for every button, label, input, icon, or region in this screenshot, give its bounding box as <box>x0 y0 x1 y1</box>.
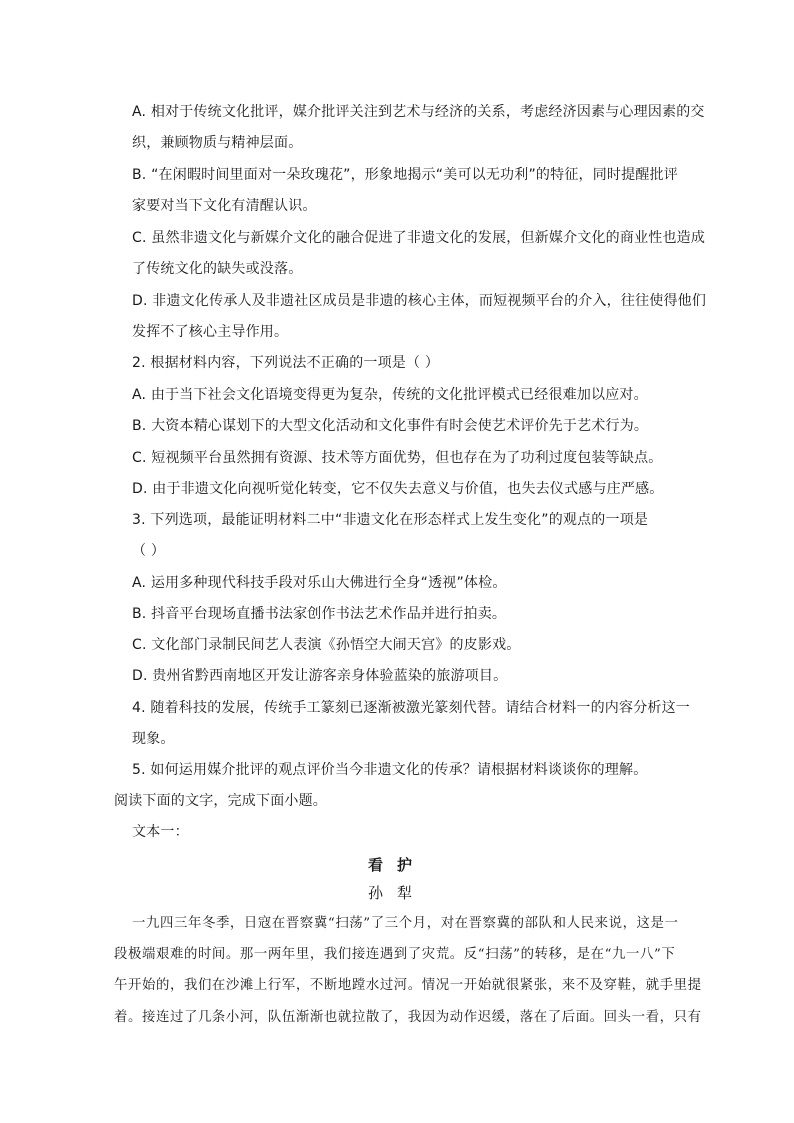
article-author: 孙犁 <box>367 884 426 902</box>
reading-instruction: 阅读下面的文字，完成下面小题。 <box>114 793 327 809</box>
option-b-line-2: 家要对当下文化有清醒认识。 <box>132 198 317 214</box>
option-a-line-2: 织，兼顾物质与精神层面。 <box>132 135 303 151</box>
question-2-stem: 2. 根据材料内容，下列说法不正确的一项是（ ） <box>132 355 440 371</box>
question-4-stem-line-2: 现象。 <box>132 731 175 747</box>
option-c-line-1: C. 虽然非遗文化与新媒介文化的融合促进了非遗文化的发展，但新媒介文化的商业性也造成 <box>132 230 706 246</box>
option-d-line-1: D. 非遗文化传承人及非遗社区成员是非遗的核心主体，而短视频平台的介入，往往使得他们 <box>132 293 707 309</box>
option-d-line-2: 发挥不了核心主导作用。 <box>132 324 289 340</box>
question-3-stem-bracket: （ ） <box>132 543 166 559</box>
option-a-line-1: A. 相对于传统文化批评，媒介批评关注到艺术与经济的关系，考虑经济因素与心理因素的交 <box>132 104 705 120</box>
article-paragraph-line-4: 着。接连过了几条小河，队伍渐渐也就拉散了，我因为动作迟缓，落在了后面。回头一看，只有 <box>114 1010 702 1025</box>
question-2-option-d: D. 由于非遗文化向视听觉化转变，它不仅失去意义与价值，也失去仪式感与庄严感。 <box>132 481 664 497</box>
article-paragraph-line-3: 午开始的，我们在沙滩上行军，不断地蹚水过河。情况一开始就很紧张，来不及穿鞋，就手里提 <box>114 978 702 993</box>
article-paragraph-line-1: 一九四三年冬季，日寇在晋察冀“扫荡”了三个月，对在晋察冀的部队和人民来说，这是一 <box>132 916 679 931</box>
question-2-option-c: C. 短视频平台虽然拥有资源、技术等方面优势，但也存在为了功利过度包装等缺点。 <box>132 450 663 466</box>
text-one-label: 文本一： <box>132 824 189 840</box>
article-title: 看护 <box>367 856 426 874</box>
question-2-option-b: B. 大资本精心谋划下的大型文化活动和文化事件有时会使艺术评价先于艺术行为。 <box>132 418 649 434</box>
question-5-stem: 5. 如何运用媒介批评的观点评价当今非遗文化的传承？请根据材料谈谈你的理解。 <box>132 762 648 778</box>
question-4-stem: 4. 随着科技的发展，传统手工篆刻已逐渐被激光篆刻代替。请结合材料一的内容分析这一 <box>132 700 691 716</box>
article-paragraph-line-2: 段极端艰难的时间。那一两年里，我们接连遇到了灾荒。反“扫荡”的转移，是在“九一八”下 <box>114 947 676 962</box>
question-3-option-c: C. 文化部门录制民间艺人表演《孙悟空大闹天宫》的皮影戏。 <box>132 637 521 653</box>
question-3-option-d: D. 贵州省黔西南地区开发让游客亲身体验蓝染的旅游项目。 <box>132 668 508 684</box>
option-b-line-1: B. “在闲暇时间里面对一朵玫瑰花”，形象地揭示“美可以无功利”的特征，同时提醒批评 <box>132 167 678 183</box>
option-c-line-2: 了传统文化的缺失或没落。 <box>132 261 303 277</box>
question-3-option-b: B. 抖音平台现场直播书法家创作书法艺术作品并进行拍卖。 <box>132 606 507 622</box>
question-2-option-a: A. 由于当下社会文化语境变得更为复杂，传统的文化批评模式已经很难加以应对。 <box>132 387 648 403</box>
question-3-option-a: A. 运用多种现代科技手段对乐山大佛进行全身“透视”体检。 <box>132 575 507 591</box>
question-3-stem: 3. 下列选项，最能证明材料二中“非遗文化在形态样式上发生变化”的观点的一项是 <box>132 512 649 528</box>
